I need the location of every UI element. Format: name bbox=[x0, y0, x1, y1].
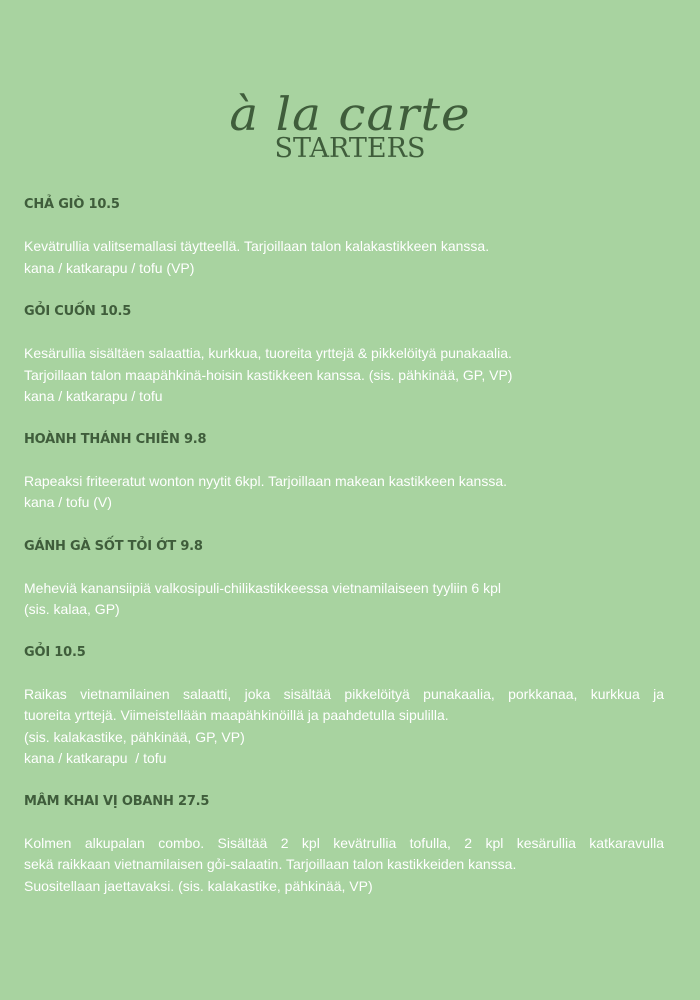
item-description bbox=[24, 684, 664, 770]
description-line: sekä raikkaan vietnamilaisen gỏi-salaatin. Tarjoillaan talon kastikkeiden kanssa. bbox=[24, 856, 517, 872]
description-line: Kevätrullia valitsemallasi täytteellä. Tarjoillaan talon kalakastikkeen kanssa. bbox=[24, 238, 490, 254]
description-line: Tarjoillaan talon maapähkinä-hoisin kastikkeen kanssa. (sis. pähkinää, GP, VP) bbox=[24, 366, 513, 383]
item-description bbox=[24, 471, 664, 514]
menu-item-canh-ga-sot-toi-ot bbox=[24, 536, 664, 621]
description-line: Meheviä kanansiipiä valkosipuli-chilikastikkeessa vietnamilaiseen tyyliin 6 kpl bbox=[24, 579, 501, 596]
description-line: Rapeaksi friteeratut wonton nyytit 6kpl. Tarjoillaan makean kastikkeen kanssa. bbox=[24, 472, 507, 489]
description-line: Raikas vietnamilainen salaatti, joka sisältää pikkelöityä punakaalia, porkkanaa, kurkkua ja bbox=[24, 685, 664, 702]
item-name: HOÀNH THÁNH CHIÊN 9.8 bbox=[24, 431, 207, 447]
allergens-line: (sis. kalakastike, pähkinää, GP, VP) bbox=[24, 728, 245, 745]
item-description bbox=[24, 343, 664, 408]
menu-item-mam-khai-vi-obanh bbox=[24, 791, 664, 898]
item-name: GÁNH GÀ SỐT TỎI ỚT 9.8 bbox=[24, 538, 203, 554]
options-line: kana / katkarapu / tofu (VP) bbox=[24, 259, 195, 276]
a-la-carte-title: à la carte bbox=[229, 87, 471, 141]
allergens-line: Suositellaan jaettavaksi. (sis. kalakastike, pähkinää, VP) bbox=[24, 877, 373, 894]
options-line: kana / katkarapu / tofu bbox=[24, 388, 163, 404]
options-line: kana / katkarapu / tofu bbox=[24, 750, 167, 766]
starters-menu bbox=[24, 194, 664, 897]
description-line: tuoreita yrttejä. Viimeistellään maapähkinöillä ja paahdetulla sipulilla. bbox=[24, 707, 449, 723]
item-name: CHẢ GIÒ 10.5 bbox=[24, 197, 120, 212]
item-name: GỎI CUỐN 10.5 bbox=[24, 304, 132, 319]
menu-item-goi-cuon bbox=[24, 301, 664, 408]
item-description bbox=[24, 833, 664, 898]
item-description bbox=[24, 578, 664, 621]
allergens-line: (sis. kalaa, GP) bbox=[24, 601, 120, 617]
options-line: kana / tofu (V) bbox=[24, 494, 112, 510]
description-line: Kesärullia sisältäen salaattia, kurkkua, tuoreita yrttejä & pikkelöityä punakaalia. bbox=[24, 345, 512, 361]
menu-item-cha-gio bbox=[24, 194, 664, 279]
description-line: Kolmen alkupalan combo. Sisältää 2 kpl kevätrullia tofulla, 2 kpl kesärullia katkaravulla bbox=[24, 834, 664, 851]
menu-item-hoanh-thanh-chien bbox=[24, 429, 664, 514]
menu-item-goi bbox=[24, 642, 664, 770]
item-description bbox=[24, 236, 664, 279]
starters-heading: STARTERS bbox=[274, 133, 426, 164]
menu-header bbox=[0, 88, 700, 164]
item-name: MÂM KHAI VỊ OBANH 27.5 bbox=[24, 793, 210, 809]
item-name: GỎI 10.5 bbox=[24, 644, 86, 660]
